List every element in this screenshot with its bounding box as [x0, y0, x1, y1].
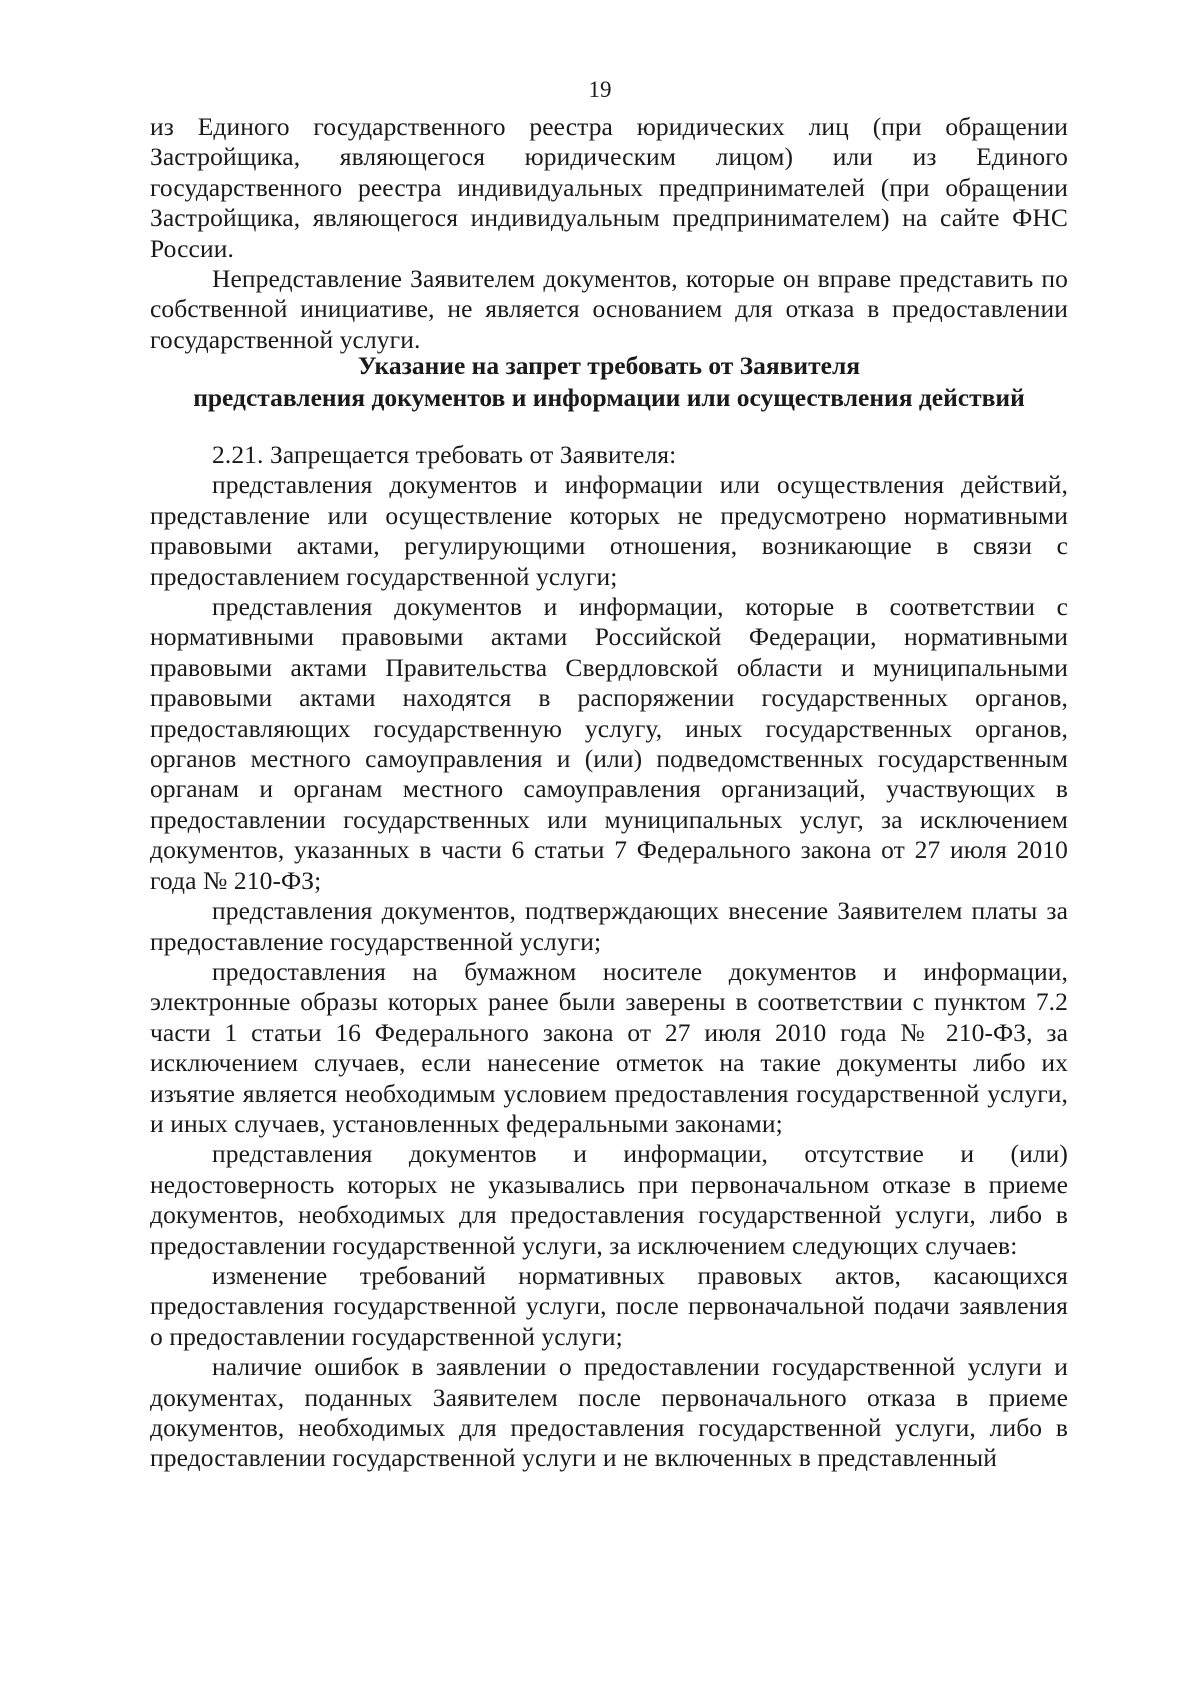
page-number: 19	[588, 77, 612, 102]
intro-paragraph: из Единого государственного реестра юридических лиц (при обращении Застройщика, являющегося юридическим лицом) или из Единого государственного реестра индивидуальных предпринимателей (при обращении Застройщика, являющегося индивидуальным предпринимателем) на сайте ФНС России.	[150, 112, 1068, 263]
intro-text	[150, 112, 1068, 355]
body-paragraph: представления документов, подтверждающих внесение Заявителем платы за предоставление государственной услуги;	[150, 896, 1068, 956]
section-heading-line: представления документов и информации или осуществления действий	[193, 383, 1025, 412]
section-body	[150, 440, 1068, 1474]
section-heading	[150, 350, 1068, 414]
intro-paragraph: Непредставление Заявителем документов, которые он вправе представить по собственной инициативе, не является основанием для отказа в предоставлении государственной услуги.	[150, 264, 1068, 354]
body-paragraph: изменение требований нормативных правовых актов, касающихся предоставления государственной услуги, после первоначальной подачи заявления о предоставлении государственной услуги;	[150, 1260, 1068, 1351]
section-heading-line: Указание на запрет требовать от Заявителя	[357, 351, 861, 380]
body-paragraph: представления документов и информации, которые в соответствии с нормативными правовыми актами Российской Федерации, нормативными правовыми актами Правительства Свердловской области и муниципальными правовыми актами находятся в распоряжении государственных органов, предоставляющих государственную услугу, иных государственных органов, органов местного самоуправления и (или) подведомственных государственным органам и органам местного самоуправления организаций, участвующих в предоставлении государственных или муниципальных услуг, за исключением документов, указанных в части 6 статьи 7 Федерального закона от 27 июля 2010 года № 210-ФЗ;	[150, 592, 1068, 895]
body-paragraph: наличие ошибок в заявлении о предоставлении государственной услуги и документах, поданных Заявителем после первоначального отказа в приеме документов, необходимых для предоставления государственной услуги, либо в предоставлении государственной услуги и не включенных в представленный	[150, 1352, 1068, 1473]
section-lead: 2.21. Запрещается требовать от Заявителя:	[212, 440, 677, 469]
body-paragraph: представления документов и информации, отсутствие и (или) недостоверность которых не указывались при первоначальном отказе в приеме документов, необходимых для предоставления государственной услуги, либо в предоставлении государственной услуги, за исключением следующих случаев:	[150, 1139, 1068, 1260]
body-paragraph: предоставления на бумажном носителе документов и информации, электронные образы которых ранее были заверены в соответствии с пунктом 7.2 части 1 статьи 16 Федерального закона от 27 июля 2010 года № 210-ФЗ, за исключением случаев, если нанесение отметок на такие документы либо их изъятие является необходимым условием предоставления государственной услуги, и иных случаев, установленных федеральными законами;	[150, 956, 1068, 1138]
body-paragraph: представления документов и информации или осуществления действий, представление или осуществление которых не предусмотрено нормативными правовыми актами, регулирующими отношения, возникающие в связи с предоставлением государственной услуги;	[150, 470, 1068, 591]
